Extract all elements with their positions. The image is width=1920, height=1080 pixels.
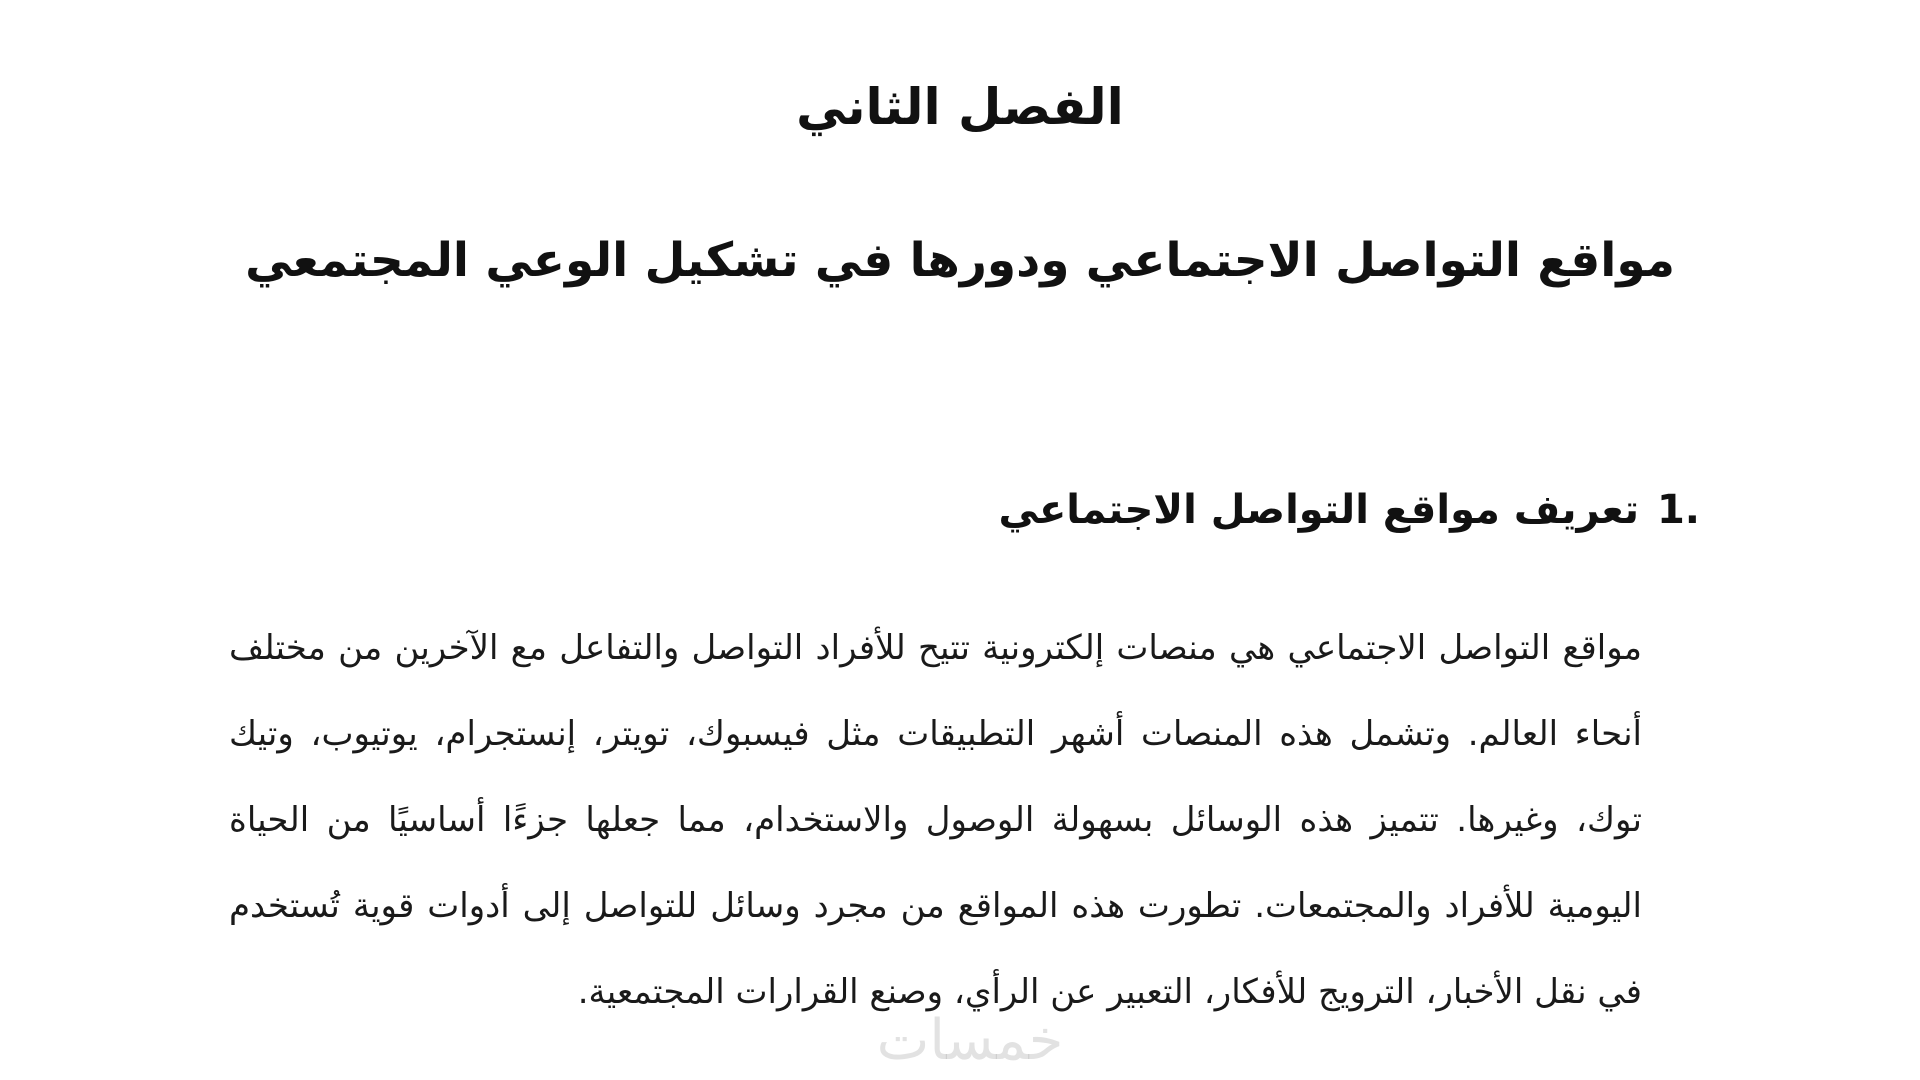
chapter-title: الفصل الثاني	[796, 78, 1124, 136]
body-paragraph: مواقع التواصل الاجتماعي هي منصات إلكترونية تتيح للأفراد التواصل والتفاعل مع الآخرين من مختلف أنحاء العالم. وتشمل هذه المنصات أشهر التطبيقات مثل فيسبوك، تويتر، إنستجرام، يوتيوب، وتيك توك، وغيرها. تتميز هذه الوسائل بسهولة الوصول والاستخدام، مما جعلها جزءًا أساسيًا من الحياة اليومية للأفراد والمجتمعات. تطورت هذه المواقع من مجرد وسائل للتواصل إلى أدوات قوية تُستخدم في نقل الأخبار، الترويج للأفكار، التعبير عن الرأي، وصنع القرارات المجتمعية.	[229, 628, 1642, 1012]
watermark-logo: خمسات	[876, 1008, 1064, 1073]
chapter-subtitle: مواقع التواصل الاجتماعي ودورها في تشكيل الوعي المجتمعي	[245, 233, 1675, 288]
section-title: تعريف مواقع التواصل الاجتماعي	[998, 487, 1639, 533]
section-number: 1.	[1656, 487, 1700, 533]
section-heading	[999, 480, 1701, 540]
